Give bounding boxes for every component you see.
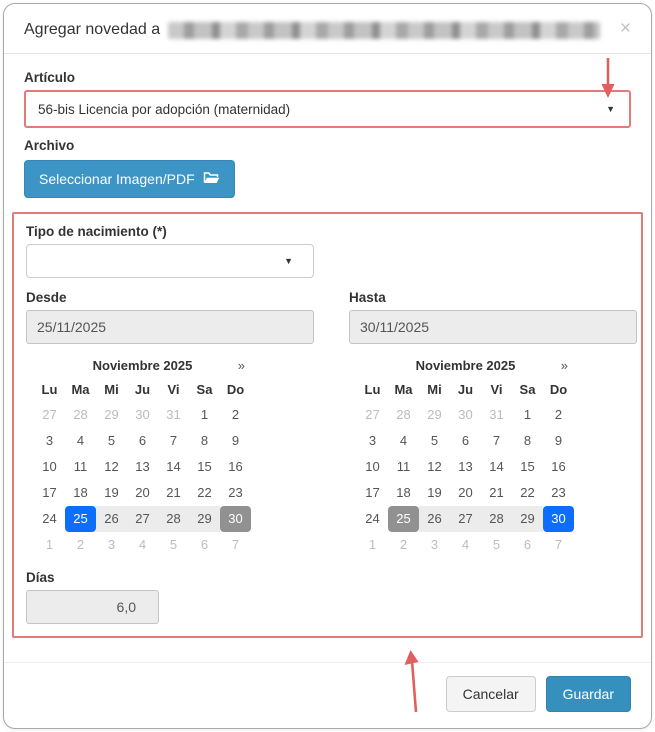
desde-label: Desde	[26, 290, 67, 305]
calendar-weekday-row	[357, 378, 574, 402]
calendar-day[interactable]: 9	[231, 433, 240, 448]
dialog-title: Agregar novedad a	[24, 20, 161, 38]
calendar-day[interactable]: 17	[42, 485, 57, 500]
calendar-weekday: Ma	[394, 382, 413, 397]
calendar-day[interactable]: 21	[489, 485, 504, 500]
close-icon[interactable]: ×	[619, 18, 631, 39]
calendar-day[interactable]: 28	[481, 506, 512, 532]
save-button-label: Guardar	[562, 686, 614, 702]
calendar-day[interactable]: 26	[419, 506, 450, 532]
calendar-day[interactable]: 30	[135, 407, 150, 422]
calendar-next-icon[interactable]: »	[237, 358, 245, 373]
calendar-day[interactable]: 4	[461, 537, 470, 552]
calendar-weekday: Mi	[427, 382, 442, 397]
calendar-day[interactable]: 13	[135, 459, 150, 474]
calendar-day[interactable]: 8	[200, 433, 209, 448]
calendar-day[interactable]: 1	[368, 537, 377, 552]
calendar-day[interactable]: 13	[458, 459, 473, 474]
calendar-day[interactable]: 6	[523, 537, 532, 552]
dias-label: Días	[26, 570, 55, 585]
calendar-day[interactable]: 2	[399, 537, 408, 552]
calendar-day[interactable]: 5	[430, 433, 439, 448]
articulo-select[interactable]	[24, 90, 631, 128]
chevron-down-icon: ▼	[606, 104, 615, 114]
calendar-day[interactable]: 24	[365, 511, 380, 526]
calendar-day[interactable]: 15	[520, 459, 535, 474]
calendar-day[interactable]: 7	[231, 537, 240, 552]
open-folder-icon	[203, 171, 220, 187]
calendar-day[interactable]: 7	[169, 433, 178, 448]
calendar-title: Noviembre 2025	[92, 358, 193, 373]
calendar-day[interactable]: 6	[461, 433, 470, 448]
calendar-weekday: Lu	[364, 382, 381, 397]
calendar-weekday: Do	[549, 382, 568, 397]
calendar-day[interactable]: 28	[73, 407, 88, 422]
calendar-hasta	[357, 354, 574, 558]
calendar-day[interactable]: 4	[138, 537, 147, 552]
calendar-day[interactable]: 15	[197, 459, 212, 474]
calendar-day[interactable]: 3	[107, 537, 116, 552]
calendar-day[interactable]: 5	[169, 537, 178, 552]
calendar-day[interactable]: 31	[166, 407, 181, 422]
calendar-day-grid	[34, 402, 251, 558]
calendar-day[interactable]: 22	[197, 485, 212, 500]
calendar-day[interactable]: 1	[523, 407, 532, 422]
calendar-day[interactable]: 2	[554, 407, 563, 422]
cancel-button-label: Cancelar	[462, 686, 519, 702]
dialog-footer	[4, 662, 651, 728]
calendar-weekday: Sa	[196, 382, 213, 397]
calendar-day[interactable]: 21	[166, 485, 181, 500]
calendar-day[interactable]: 27	[450, 506, 481, 532]
calendar-day[interactable]: 1	[200, 407, 209, 422]
tipo-nacimiento-select[interactable]	[26, 244, 314, 278]
calendar-day[interactable]: 28	[396, 407, 411, 422]
calendar-day[interactable]: 2	[231, 407, 240, 422]
calendar-day[interactable]: 4	[76, 433, 85, 448]
save-button[interactable]	[546, 676, 631, 712]
calendar-title: Noviembre 2025	[415, 358, 516, 373]
calendar-day[interactable]: 17	[365, 485, 380, 500]
calendar-day[interactable]: 22	[520, 485, 535, 500]
calendar-day[interactable]: 23	[551, 485, 566, 500]
calendar-day[interactable]: 3	[430, 537, 439, 552]
calendar-day[interactable]: 29	[512, 506, 543, 532]
calendar-day-grid	[357, 402, 574, 558]
calendar-day[interactable]: 29	[427, 407, 442, 422]
calendar-day[interactable]: 20	[135, 485, 150, 500]
calendar-day[interactable]: 26	[96, 506, 127, 532]
add-novelty-dialog	[3, 3, 652, 729]
calendar-day[interactable]: 3	[45, 433, 54, 448]
calendar-day[interactable]: 5	[492, 537, 501, 552]
calendar-weekday: Ma	[71, 382, 90, 397]
dialog-header	[4, 4, 651, 54]
calendar-day[interactable]: 18	[73, 485, 88, 500]
chevron-down-icon: ▼	[284, 256, 293, 266]
calendar-weekday: Sa	[519, 382, 536, 397]
calendar-day[interactable]: 12	[104, 459, 119, 474]
calendar-day[interactable]: 20	[458, 485, 473, 500]
tipo-nacimiento-label: Tipo de nacimiento (*)	[26, 224, 167, 239]
calendar-day[interactable]: 6	[138, 433, 147, 448]
calendar-day[interactable]: 18	[396, 485, 411, 500]
calendar-day[interactable]: 27	[42, 407, 57, 422]
annotation-red-rectangle	[12, 212, 643, 638]
calendar-day[interactable]: 9	[554, 433, 563, 448]
calendar-day[interactable]: 5	[107, 433, 116, 448]
calendar-day[interactable]: 7	[492, 433, 501, 448]
calendar-day[interactable]: 3	[368, 433, 377, 448]
desde-input[interactable]	[26, 310, 314, 344]
dialog-body	[4, 54, 651, 662]
calendar-day[interactable]: 27	[127, 506, 158, 532]
calendar-day[interactable]: 30	[220, 506, 251, 532]
calendar-day[interactable]: 23	[228, 485, 243, 500]
calendar-day[interactable]: 7	[554, 537, 563, 552]
calendar-day[interactable]: 10	[365, 459, 380, 474]
calendar-day[interactable]: 2	[76, 537, 85, 552]
calendar-day[interactable]: 24	[42, 511, 57, 526]
calendar-day[interactable]: 16	[551, 459, 566, 474]
calendar-weekday: Vi	[167, 382, 180, 397]
calendar-weekday: Do	[226, 382, 245, 397]
archivo-label: Archivo	[24, 138, 75, 153]
calendar-weekday: Lu	[41, 382, 58, 397]
calendar-weekday-row	[34, 378, 251, 402]
calendar-day[interactable]: 19	[104, 485, 119, 500]
calendar-day[interactable]: 30	[543, 506, 574, 532]
calendar-day[interactable]: 16	[228, 459, 243, 474]
calendar-weekday: Ju	[457, 382, 474, 397]
calendar-day[interactable]: 31	[489, 407, 504, 422]
calendar-day[interactable]: 28	[158, 506, 189, 532]
calendar-day[interactable]: 8	[523, 433, 532, 448]
calendar-day[interactable]: 29	[189, 506, 220, 532]
hasta-label: Hasta	[349, 290, 386, 305]
calendar-day[interactable]: 14	[489, 459, 504, 474]
calendar-day[interactable]: 12	[427, 459, 442, 474]
calendar-day[interactable]: 11	[73, 459, 88, 474]
dias-input[interactable]	[26, 590, 159, 624]
calendar-day[interactable]: 1	[45, 537, 54, 552]
calendar-day[interactable]: 10	[42, 459, 57, 474]
calendar-day[interactable]: 30	[458, 407, 473, 422]
calendar-day[interactable]: 6	[200, 537, 209, 552]
articulo-label: Artículo	[24, 70, 76, 85]
calendar-weekday: Vi	[490, 382, 503, 397]
calendar-day[interactable]: 29	[104, 407, 119, 422]
cancel-button[interactable]	[446, 676, 536, 712]
calendar-day[interactable]: 25	[65, 506, 96, 532]
redacted-employee-name	[168, 22, 600, 39]
calendar-day[interactable]: 11	[396, 459, 411, 474]
articulo-selected-value: 56-bis Licencia por adopción (maternidad)	[38, 101, 291, 117]
calendar-desde	[34, 354, 251, 558]
calendar-day[interactable]: 25	[388, 506, 419, 532]
calendar-day[interactable]: 27	[365, 407, 380, 422]
calendar-weekday: Ju	[134, 382, 151, 397]
calendar-next-icon[interactable]: »	[560, 358, 568, 373]
select-file-button[interactable]	[24, 160, 235, 198]
calendar-weekday: Mi	[104, 382, 119, 397]
select-file-button-label: Seleccionar Imagen/PDF	[39, 171, 195, 187]
calendar-day[interactable]: 14	[166, 459, 181, 474]
calendar-day[interactable]: 4	[399, 433, 408, 448]
calendar-day[interactable]: 19	[427, 485, 442, 500]
hasta-input[interactable]	[349, 310, 637, 344]
